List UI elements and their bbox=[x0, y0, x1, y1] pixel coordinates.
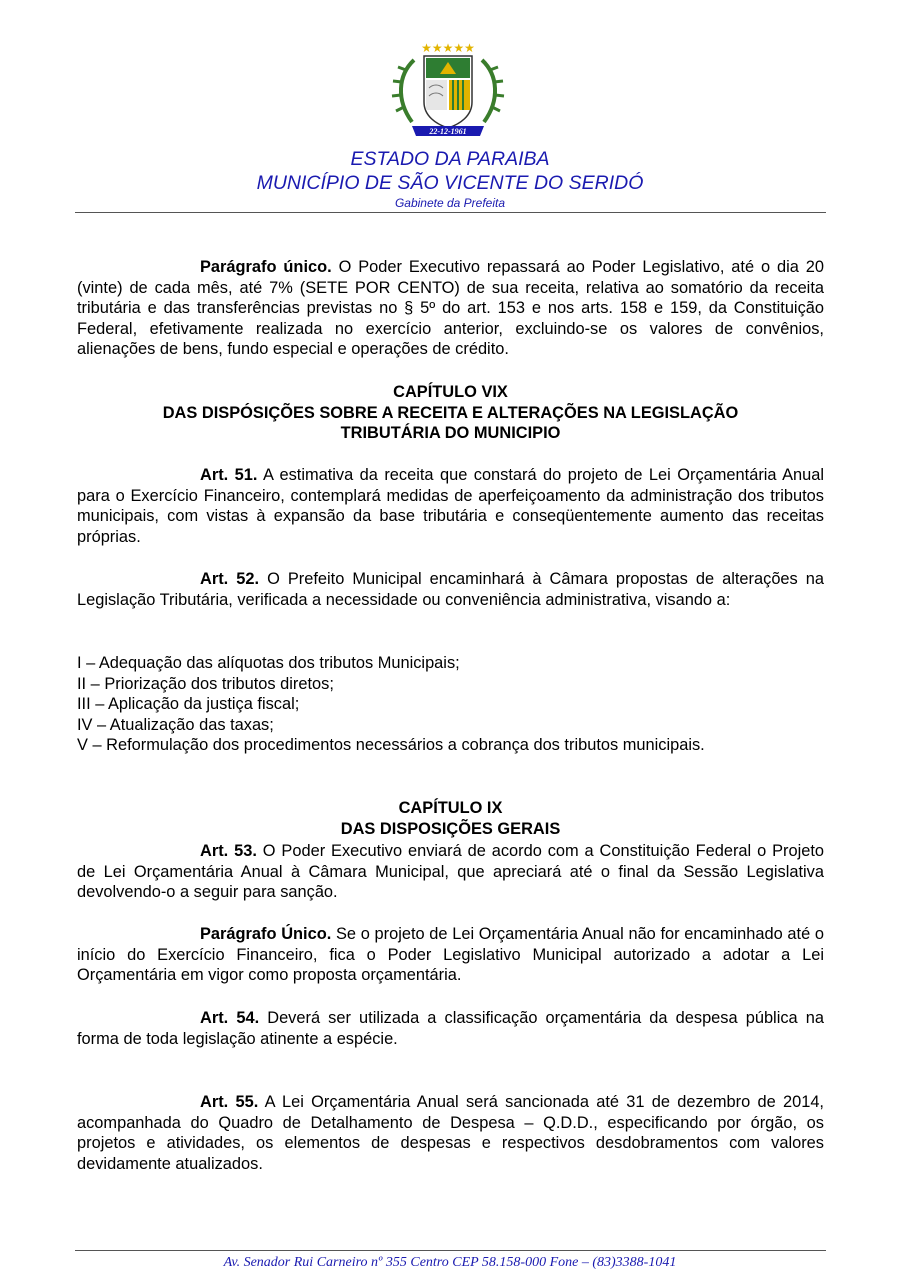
chapter-title: CAPÍTULO IX bbox=[398, 799, 503, 817]
list-item: II – Priorização dos tributos diretos; bbox=[77, 674, 334, 693]
article-label: Art. 54. bbox=[200, 1009, 260, 1027]
header-state: ESTADO DA PARAIBA bbox=[350, 148, 550, 170]
article-label: Art. 51. bbox=[200, 466, 258, 484]
seal-date-ribbon: 22-12-1961 bbox=[429, 127, 467, 136]
stars-icon bbox=[421, 41, 475, 55]
footer-rule bbox=[75, 1250, 826, 1251]
chapter-subtitle: DAS DISPÓSIÇÕES SOBRE A RECEITA E ALTERAÇÕES NA LEGISLAÇÃO bbox=[162, 403, 739, 422]
paragraph-label: Parágrafo único. bbox=[200, 258, 332, 276]
svg-text:★★★★★: ★★★★★ bbox=[421, 41, 475, 55]
article-text: O Prefeito Municipal encaminhará à Câmara propostas de alterações na Legislação Tributária, verificada a necessidade ou conveniência administrativa, visando a: bbox=[77, 570, 824, 609]
chapter-subtitle: DAS DISPOSIÇÕES GERAIS bbox=[340, 819, 561, 838]
chapter-vix-heading bbox=[77, 382, 824, 444]
paragraph-unico bbox=[77, 257, 824, 360]
paragraph-unico-2 bbox=[77, 924, 824, 986]
article-text: Deverá ser utilizada a classificação orçamentária da despesa pública na forma de toda legislação atinente a espécie. bbox=[77, 1009, 824, 1048]
article-text: A estimativa da receita que constará do projeto de Lei Orçamentária Anual para o Exercício Financeiro, contemplará medidas de aperfeiçoamento da administração dos tributos municipais, com vistas à expansão da base tributária e conseqüentemente aumento das receitas próprias. bbox=[77, 466, 824, 546]
paragraph-text: Se o projeto de Lei Orçamentária Anual não for encaminhado até o início do Exercício Financeiro, fica o Poder Legislativo Municipal autorizado a adotar a Lei Orçamentária em vigor como proposta orçamentária. bbox=[77, 925, 824, 985]
measures-list bbox=[77, 653, 824, 756]
coat-of-arms-icon bbox=[384, 40, 512, 140]
article-text: A Lei Orçamentária Anual será sancionada até 31 de dezembro de 2014, acompanhada do Quadro de Detalhamento de Despesa – Q.D.D., especificando por órgão, os projetos e atividades, os elementos de despesas e respectivos desdobramentos com valores devidamente atualizados. bbox=[77, 1093, 824, 1173]
article-label: Art. 55. bbox=[200, 1093, 259, 1111]
article-51 bbox=[77, 465, 824, 547]
footer-address: Av. Senador Rui Carneiro nº 355 Centro CEP 58.158-000 Fone – (83)3388-1041 bbox=[223, 1255, 677, 1270]
paragraph-text: O Poder Executivo repassará ao Poder Legislativo, até o dia 20 (vinte) de cada mês, até 7% (SETE POR CENTO) de sua receita, relativa ao somatório da receita tributária e das transferências previstas no § 5º do art. 153 e nos arts. 158 e 159, da Constituição Federal, efetivamente realizada no exercício anterior, excluindo-se os valores de convênios, alienações de bens, fundo especial e operações de crédito. bbox=[77, 258, 824, 359]
header-municipality: MUNICÍPIO DE SÃO VICENTE DO SERIDÓ bbox=[256, 172, 644, 194]
header-office: Gabinete da Prefeita bbox=[394, 196, 506, 210]
article-53 bbox=[77, 841, 824, 903]
chapter-title: CAPÍTULO VIX bbox=[393, 383, 508, 401]
list-item: I – Adequação das alíquotas dos tributos Municipais; bbox=[77, 654, 460, 672]
header-rule bbox=[75, 212, 826, 213]
article-55 bbox=[77, 1092, 824, 1174]
article-54 bbox=[77, 1008, 824, 1049]
chapter-subtitle: TRIBUTÁRIA DO MUNICIPIO bbox=[340, 424, 561, 443]
list-item: IV – Atualização das taxas; bbox=[77, 715, 274, 734]
article-52 bbox=[77, 569, 824, 610]
chapter-ix-heading bbox=[77, 798, 824, 839]
article-label: Art. 53. bbox=[200, 842, 257, 860]
list-item: V – Reformulação dos procedimentos necessários a cobrança dos tributos municipais. bbox=[77, 736, 705, 755]
list-item: III – Aplicação da justiça fiscal; bbox=[77, 695, 300, 714]
article-label: Art. 52. bbox=[200, 570, 260, 588]
paragraph-label: Parágrafo Único. bbox=[200, 925, 332, 943]
article-text: O Poder Executivo enviará de acordo com a Constituição Federal o Projeto de Lei Orçamentária Anual à Câmara Municipal, que apreciará até o final da Sessão Legislativa devolvendo-o a seguir para sanção. bbox=[77, 842, 824, 902]
